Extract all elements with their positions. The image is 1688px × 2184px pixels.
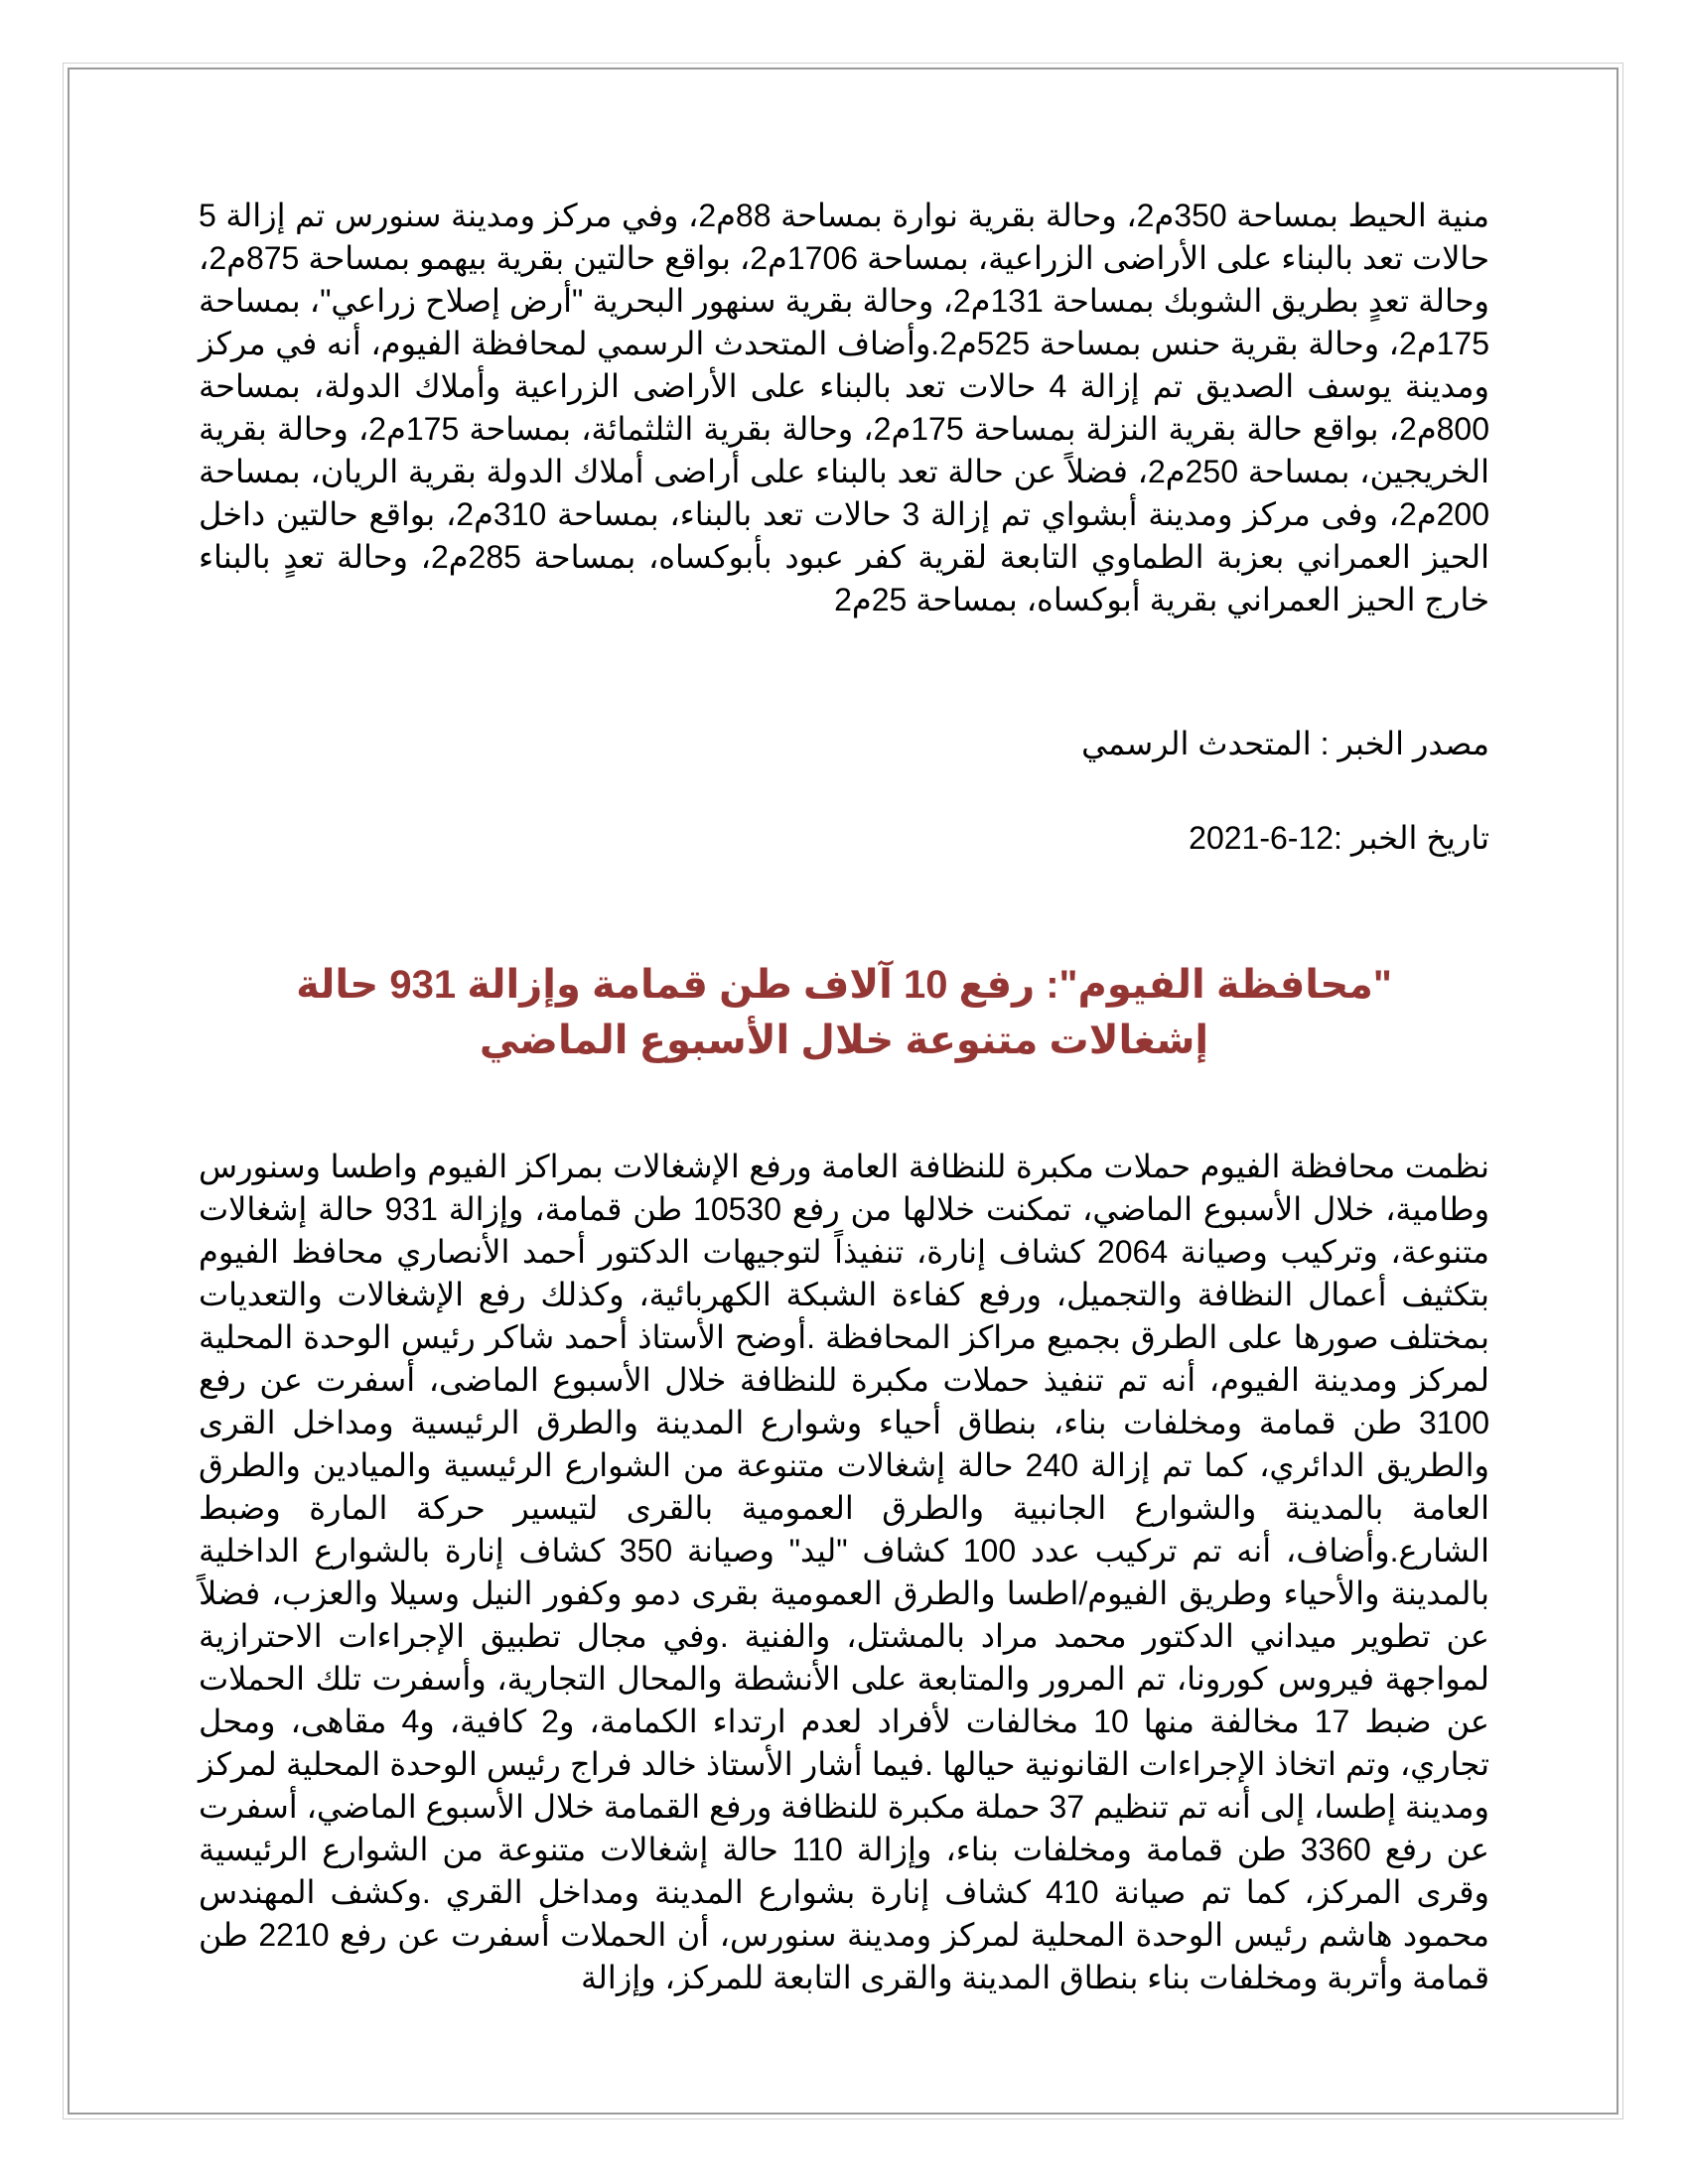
intro-paragraph: منية الحيط بمساحة 350م2، وحالة بقرية نوارة بمساحة 88م2، وفي مركز ومدينة سنورس تم إزالة 5 حالات تعد بالبناء على الأراضى الزراعية، بمساحة 1706م2، بواقع حالتين بقرية بيهمو بمساحة 875م2، وحالة تعدٍ بطريق الشوبك بمساحة 131م2، وحالة بقرية سنهور البحرية "أرض إصلاح زراعي"، بمساحة 175م2، وحالة بقرية حنس بمساحة 525م2.وأضاف المتحدث الرسمي لمحافظة الفيوم، أنه في مركز ومدينة يوسف الصديق تم إزالة 4 حالات تعد بالبناء على الأراضى الزراعية وأملاك الدولة، بمساحة 800م2، بواقع حالة بقرية النزلة بمساحة 175م2، وحالة بقرية الثلثمائة، بمساحة 175م2، وحالة بقرية الخريجين، بمساحة 250م2، فضلاً عن حالة تعد بالبناء على أراضى أملاك الدولة بقرية الريان، بمساحة 200م2، وفى مركز ومدينة أبشواي تم إزالة 3 حالات تعد بالبناء، بمساحة 310م2، بواقع حالتين داخل الحيز العمراني بعزبة الطماوي التابعة لقرية كفر عبود بأبوكساه، بمساحة 285م2، وحالة تعدٍ بالبناء خارج الحيز العمراني بقرية أبوكساه، بمساحة 25م2 [199,198,1490,617]
article-body-paragraph: نظمت محافظة الفيوم حملات مكبرة للنظافة العامة ورفع الإشغالات بمراكز الفيوم واطسا وسنورس وطامية، خلال الأسبوع الماضي، تمكنت خلالها من رفع 10530 طن قمامة، وإزالة 931 حالة إشغالات متنوعة، وتركيب وصيانة 2064 كشاف إنارة، تنفيذاً لتوجيهات الدكتور أحمد الأنصاري محافظ الفيوم بتكثيف أعمال النظافة والتجميل، ورفع كفاءة الشبكة الكهربائية، وكذلك رفع الإشغالات والتعديات بمختلف صورها على الطرق بجميع مراكز المحافظة .أوضح الأستاذ أحمد شاكر رئيس الوحدة المحلية لمركز ومدينة الفيوم، أنه تم تنفيذ حملات مكبرة للنظافة خلال الأسبوع الماضى، أسفرت عن رفع 3100 طن قمامة ومخلفات بناء، بنطاق أحياء وشوارع المدينة والطرق الرئيسية ومداخل القرى والطريق الدائري، كما تم إزالة 240 حالة إشغالات متنوعة من الشوارع الرئيسية والميادين والطرق العامة بالمدينة والشوارع الجانبية والطرق العمومية بالقرى لتيسير حركة المارة وضبط الشارع.وأضاف، أنه تم تركيب عدد 100 كشاف "ليد" وصيانة 350 كشاف إنارة بالشوارع الداخلية بالمدينة والأحياء وطريق الفيوم/اطسا والطرق العمومية بقرى دمو وكفور النيل وسيلا والعزب، فضلاً عن تطوير ميداني الدكتور محمد مراد بالمشتل، والفنية .وفي مجال تطبيق الإجراءات الاحترازية لمواجهة فيروس كورونا، تم المرور والمتابعة على الأنشطة والمحال التجارية، وأسفرت تلك الحملات عن ضبط 17 مخالفة منها 10 مخالفات لأفراد لعدم ارتداء الكمامة، و2 كافية، و4 مقاهى، ومحل تجاري، وتم اتخاذ الإجراءات القانونية حيالها .فيما أشار الأستاذ خالد فراج رئيس الوحدة المحلية لمركز ومدينة إطسا، إلى أنه تم تنظيم 37 حملة مكبرة للنظافة ورفع القمامة خلال الأسبوع الماضي، أسفرت عن رفع 3360 طن قمامة ومخلفات بناء، وإزالة 110 حالة إشغالات متنوعة من الشوارع الرئيسية وقرى المركز، كما تم صيانة 410 كشاف إنارة بشوارع المدينة ومداخل القري .وكشف المهندس محمود هاشم رئيس الوحدة المحلية لمركز ومدينة سنورس، أن الحملات أسفرت عن رفع 2210 طن قمامة وأتربة ومخلفات بناء بنطاق المدينة والقرى التابعة للمركز، وإزالة [199,1149,1490,1995]
news-source-line: مصدر الخبر : المتحدث الرسمي [1081,726,1489,761]
news-date-line: تاريخ الخبر :12-6-2021 [1189,820,1489,856]
article-headline: "محافظة الفيوم": رفع 10 آلاف طن قمامة وإزالة 931 حالة إشغالات متنوعة خلال الأسبوع الماضي [296,963,1392,1062]
document-content [199,195,1489,1999]
